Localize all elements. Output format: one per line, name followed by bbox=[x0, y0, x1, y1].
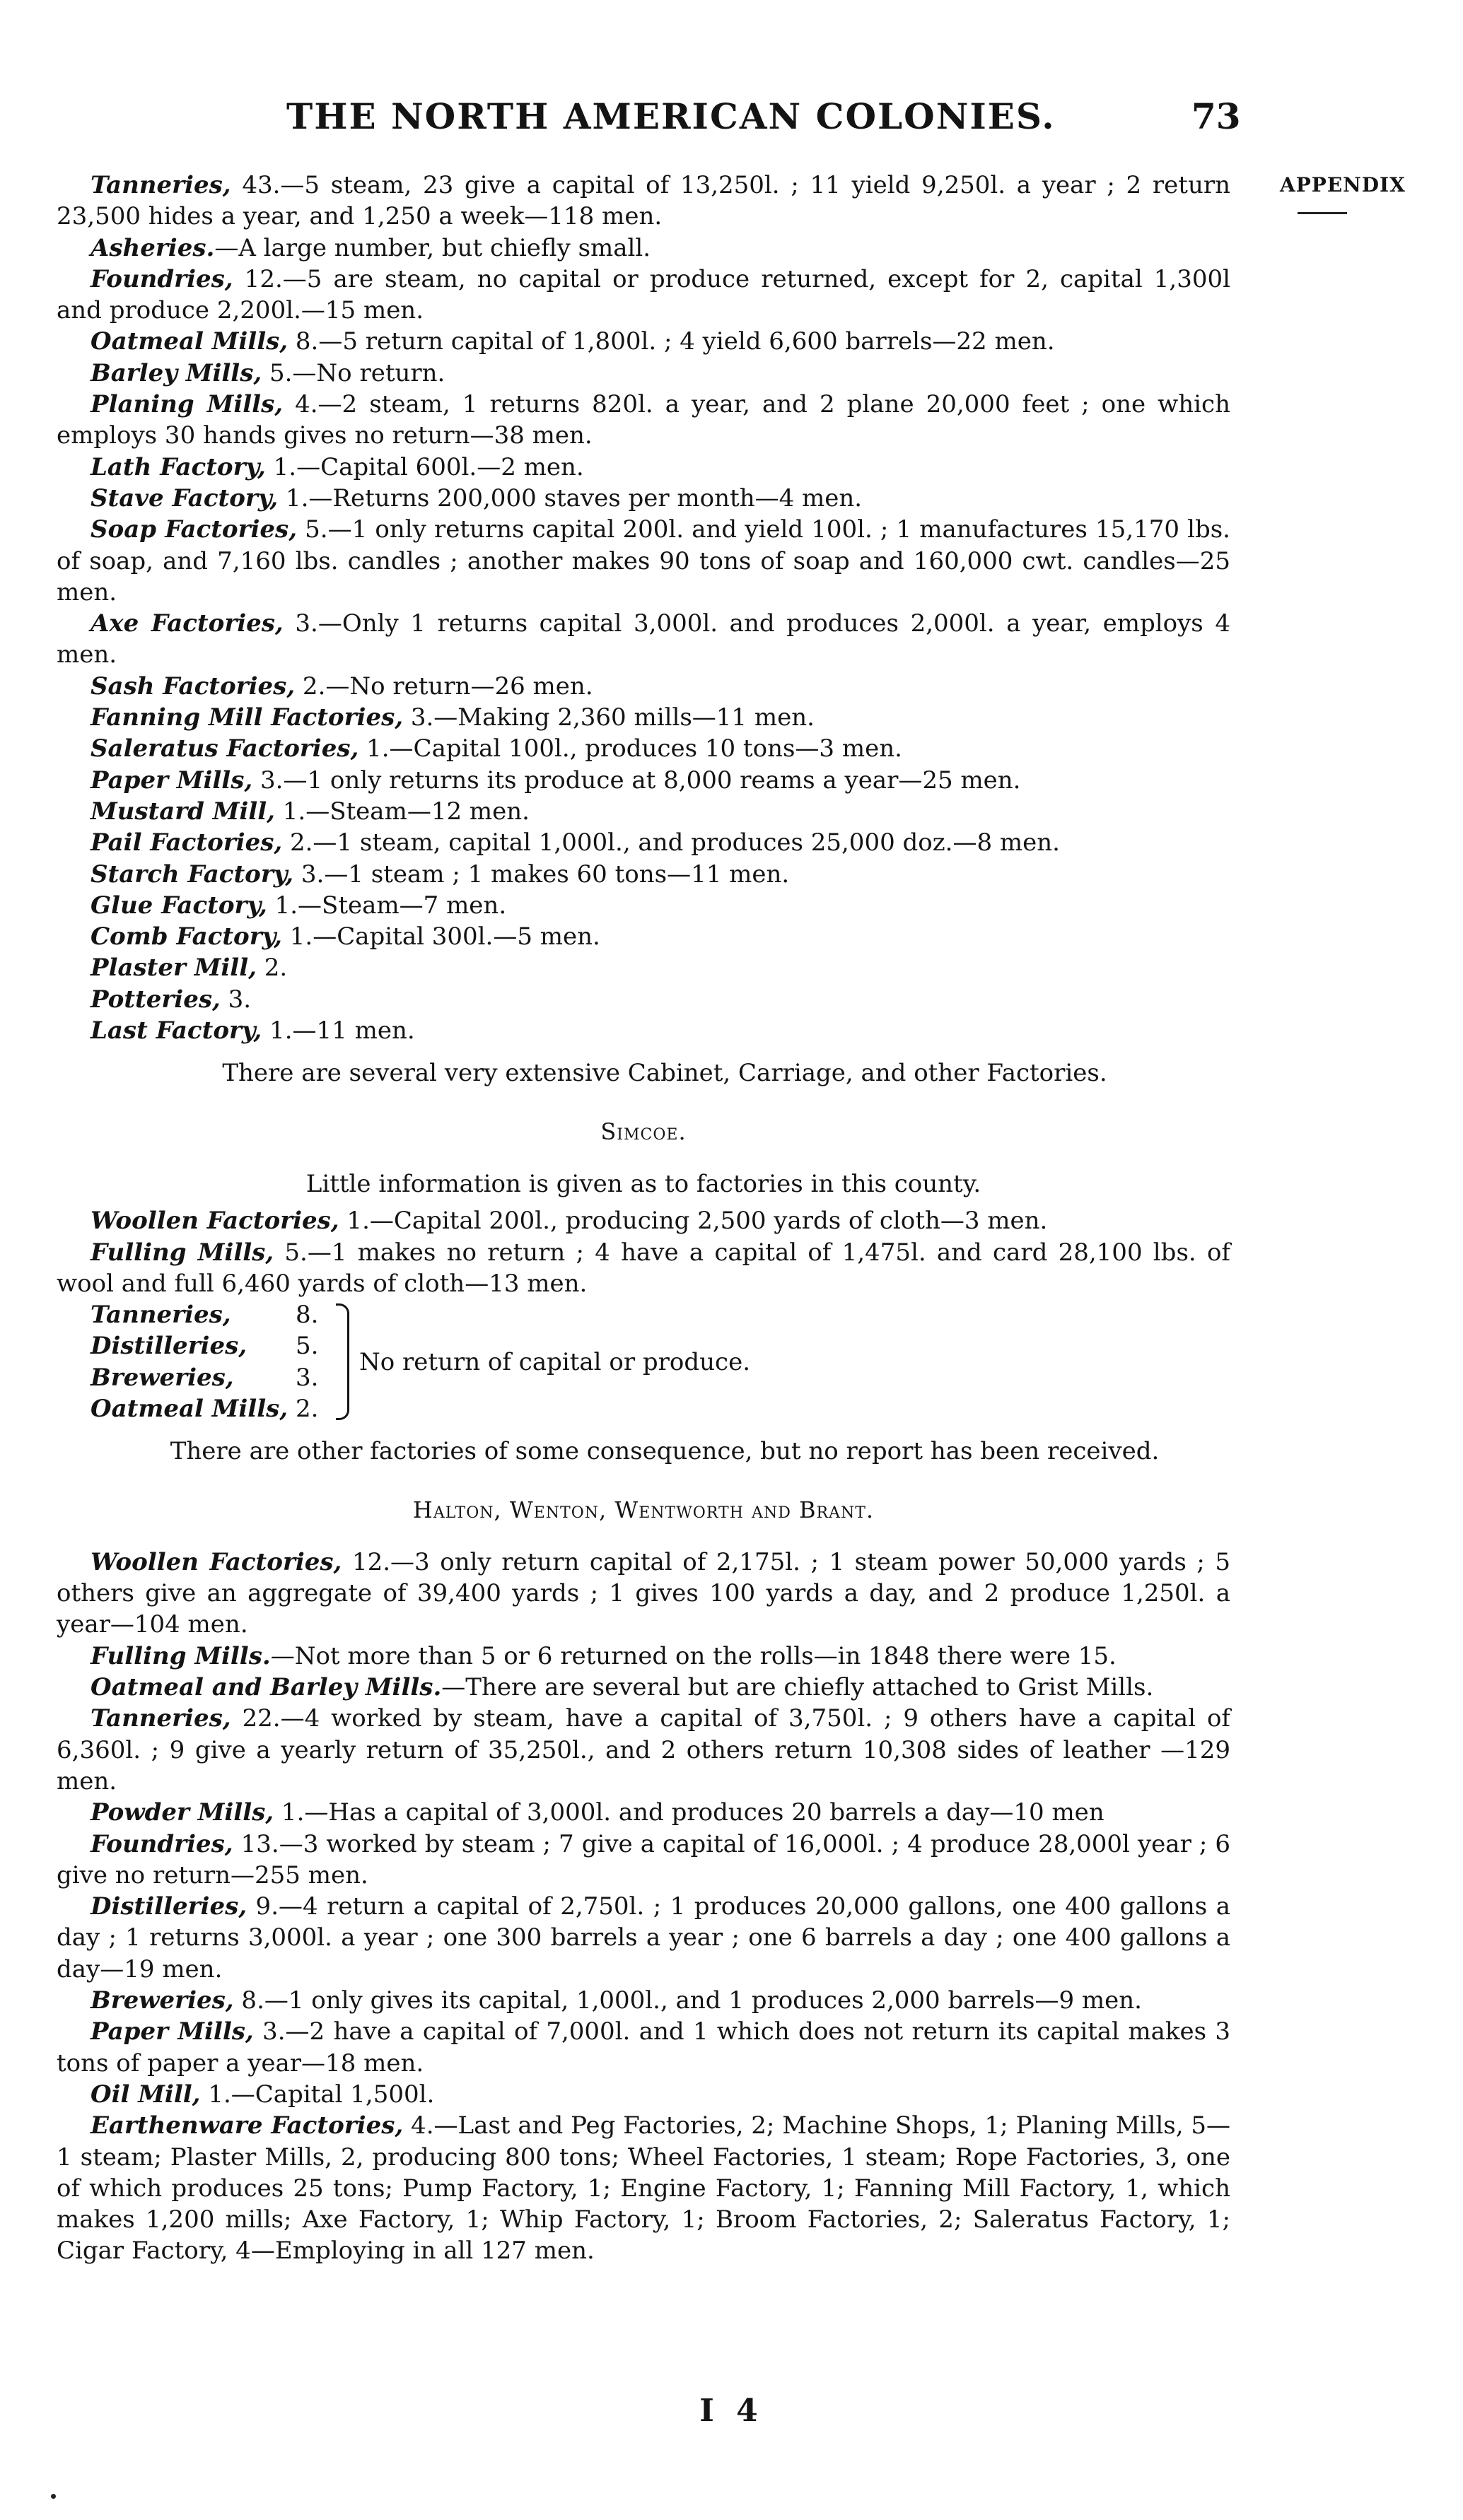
section-title: Simcoe. bbox=[600, 1118, 687, 1145]
entry-name: Distilleries, bbox=[91, 1892, 247, 1921]
entry-text: 12.—3 only return capital of 2,175l. ; 1 steam power 50,000 yards ; 5 others give an aggregate of 39,400 yards ; 1 gives 100 yards a day, and 2 produce 1,250l. a year—104 men. bbox=[57, 1547, 1230, 1639]
bracket-item-count: 2. bbox=[296, 1394, 319, 1423]
entry bbox=[57, 170, 1230, 233]
entry-name: Tanneries, bbox=[91, 1704, 231, 1733]
bracket-item bbox=[91, 1330, 334, 1361]
entry-name: Sash Factories, bbox=[91, 672, 296, 701]
entry-name: Foundries, bbox=[91, 1829, 233, 1858]
signature-mark: I 4 bbox=[699, 2393, 764, 2429]
entry-text: 8.—5 return capital of 1,800l. ; 4 yield 6,600 barrels—22 men. bbox=[288, 327, 1055, 356]
entry bbox=[57, 2016, 1230, 2079]
bracket-item-name: Distilleries, bbox=[91, 1332, 247, 1361]
entry-name: Starch Factory, bbox=[91, 860, 294, 889]
entry-text: 22.—4 worked by steam, have a capital of 3,750l. ; 9 others have a capital of 6,360l. ; 9 give a yearly return of 35,250l., and 2 others return 10,308 sides of leather —129 men. bbox=[57, 1704, 1230, 1795]
entry-name: Foundries, bbox=[91, 264, 233, 293]
entry-name: Saleratus Factories, bbox=[91, 734, 359, 763]
entry bbox=[57, 733, 1230, 764]
entry bbox=[57, 1015, 1230, 1046]
entry-text: 1.—Capital 200l., producing 2,500 yards of cloth—3 men. bbox=[339, 1207, 1048, 1236]
bracket-item bbox=[91, 1299, 334, 1330]
bracket-item-name: Breweries, bbox=[91, 1363, 234, 1392]
running-title: THE NORTH AMERICAN COLONIES. bbox=[286, 95, 1056, 137]
entry-name: Comb Factory, bbox=[91, 922, 282, 951]
entry-text: 1.—Steam—7 men. bbox=[267, 891, 507, 920]
entry-text: 12.—5 are steam, no capital or produce returned, except for 2, capital 1,300l and produce 2,200l.—15 men. bbox=[57, 264, 1230, 325]
entry bbox=[57, 921, 1230, 952]
entry-name: Pail Factories, bbox=[91, 828, 283, 857]
entry-name: Mustard Mill, bbox=[91, 797, 275, 826]
entry-name: Earthenware Factories, bbox=[91, 2111, 404, 2140]
section-simcoe bbox=[57, 1116, 1230, 1467]
section-title: Halton, Wenton, Wentworth and Brant. bbox=[412, 1496, 875, 1523]
entry bbox=[57, 1205, 1230, 1236]
bracket-item-count: 3. bbox=[296, 1363, 319, 1392]
entry-text: 3.—Only 1 returns capital 3,000l. and produces 2,000l. a year, employs 4 men. bbox=[57, 609, 1231, 669]
entry-name: Asheries. bbox=[91, 233, 215, 262]
entry bbox=[57, 952, 1230, 983]
entry-name: Plaster Mill, bbox=[91, 954, 257, 983]
section-intro: Little information is given as to factories in this county. bbox=[305, 1169, 981, 1198]
entry-name: Planing Mills, bbox=[91, 390, 284, 419]
entry-text: 2.—No return—26 men. bbox=[295, 672, 593, 701]
entry bbox=[57, 702, 1230, 733]
body-text bbox=[57, 170, 1230, 2267]
entry-text: 5.—1 only returns capital 200l. and yield 100l. ; 1 manufactures 15,170 lbs. of soap, and 7,160 lbs. candles ; another makes 90 tons of soap and 160,000 cwt. candles—25 men. bbox=[57, 515, 1230, 606]
curly-brace bbox=[336, 1303, 349, 1420]
entry bbox=[57, 2079, 1230, 2110]
entry-text: 2.—1 steam, capital 1,000l., and produces 25,000 doz.—8 men. bbox=[282, 828, 1060, 857]
entry bbox=[57, 2110, 1230, 2266]
entry-name: Breweries, bbox=[91, 1986, 234, 2015]
entry-name: Fulling Mills, bbox=[91, 1238, 274, 1267]
entry-text: 1.—Steam—12 men. bbox=[274, 797, 530, 826]
entry bbox=[57, 765, 1230, 796]
entry-text: 5.—1 makes no return ; 4 have a capital of 1,475l. and card 28,100 lbs. of wool and full 6,460 yards of cloth—13 men. bbox=[57, 1238, 1230, 1298]
entry-name: Woollen Factories, bbox=[91, 1547, 342, 1576]
bracket-group bbox=[91, 1299, 1230, 1424]
entry-text: 3. bbox=[220, 985, 252, 1014]
entry-name: Oil Mill, bbox=[91, 2080, 201, 2109]
entry bbox=[57, 859, 1230, 890]
entry-name: Potteries, bbox=[91, 985, 221, 1014]
entry-text: 13.—3 worked by steam ; 7 give a capital of 16,000l. ; 4 produce 28,000l year ; 6 give no return—255 men. bbox=[57, 1829, 1230, 1889]
bracket-item bbox=[91, 1362, 334, 1393]
entry bbox=[57, 1985, 1230, 2016]
entry-text: —There are several but are chiefly attached to Grist Mills. bbox=[441, 1673, 1154, 1702]
entry-name: Last Factory, bbox=[91, 1016, 262, 1045]
entry bbox=[57, 827, 1230, 858]
entry-name: Lath Factory, bbox=[91, 452, 266, 481]
closing-note: There are other factories of some consequence, but no report has been received. bbox=[170, 1437, 1160, 1466]
entry-text: 2. bbox=[256, 954, 288, 983]
entry bbox=[57, 1829, 1230, 1892]
entry-text: 3.—Making 2,360 mills—11 men. bbox=[403, 703, 815, 732]
bracket-list bbox=[91, 1299, 334, 1424]
entry bbox=[57, 326, 1230, 357]
entry bbox=[57, 233, 1230, 264]
bracket-label: No return of capital or produce. bbox=[359, 1347, 750, 1376]
entry-name: Woollen Factories, bbox=[91, 1207, 339, 1236]
entry bbox=[57, 264, 1230, 327]
entry-name: Fanning Mill Factories, bbox=[91, 703, 404, 732]
entry bbox=[57, 1891, 1230, 1985]
entry-text: 1.—Returns 200,000 staves per month—4 men. bbox=[278, 484, 863, 512]
entry bbox=[57, 358, 1230, 389]
entry-text: 1.—Capital 1,500l. bbox=[200, 2080, 435, 2109]
entry bbox=[57, 452, 1230, 483]
entry bbox=[57, 671, 1230, 702]
entry-name: Glue Factory, bbox=[91, 891, 267, 920]
entry-text: 1.—11 men. bbox=[262, 1016, 415, 1045]
entry-text: —A large number, but chiefly small. bbox=[214, 233, 651, 262]
entry-name: Tanneries, bbox=[91, 171, 231, 199]
entry-name: Axe Factories, bbox=[91, 609, 284, 638]
entry-text: 1.—Has a capital of 3,000l. and produces 20 barrels a day—10 men bbox=[274, 1798, 1104, 1827]
entry-text: —Not more than 5 or 6 returned on the rolls—in 1848 there were 15. bbox=[270, 1641, 1117, 1670]
margin-note: APPENDIX bbox=[1280, 173, 1406, 197]
entry bbox=[57, 984, 1230, 1015]
bracket-item bbox=[91, 1393, 334, 1424]
entry bbox=[57, 1641, 1230, 1672]
entry-text: 4.—Last and Peg Factories, 2; Machine Shops, 1; Planing Mills, 5—1 steam; Plaster Mills, 2, producing 800 tons; Wheel Factories, 1 steam; Rope Factories, 3, one of which produces 25 tons; Pump Factory, 1; Engine Factory, 1; Fanning Mill Factory, 1, which makes 1,200 mills; Axe Factory, 1; Whip Factory, 1; Broom Factories, 2; Saleratus Factory, 1; Cigar Factory, 4—Employing in all 127 men. bbox=[57, 2111, 1230, 2266]
margin-rule bbox=[1298, 212, 1347, 214]
entry-name: Paper Mills, bbox=[91, 766, 253, 795]
entry bbox=[57, 1703, 1230, 1797]
entry-name: Fulling Mills. bbox=[91, 1641, 271, 1670]
entry bbox=[57, 1672, 1230, 1703]
entry-name: Paper Mills, bbox=[91, 2017, 254, 2046]
entry-text: 5.—No return. bbox=[262, 358, 445, 387]
entry-text: 3.—2 have a capital of 7,000l. and 1 which does not return its capital makes 3 tons of paper a year—18 men. bbox=[57, 2017, 1231, 2077]
entry bbox=[57, 890, 1230, 921]
entry-text: 9.—4 return a capital of 2,750l. ; 1 produces 20,000 gallons, one 400 gallons a day ; 1 returns 3,000l. a year ; one 300 barrels a year ; one 6 barrels a day ; one 400 gallons a day—19 men. bbox=[57, 1892, 1230, 1983]
entry bbox=[57, 1547, 1230, 1641]
entry-name: Oatmeal Mills, bbox=[91, 327, 288, 356]
entry-text: 1.—Capital 100l., produces 10 tons—3 men. bbox=[359, 734, 902, 763]
entry bbox=[57, 389, 1230, 452]
page-header bbox=[0, 95, 1463, 145]
section-york-entries bbox=[57, 170, 1230, 1089]
closing-note: There are several very extensive Cabinet, Carriage, and other Factories. bbox=[222, 1059, 1107, 1088]
entry-text: 1.—Capital 300l.—5 men. bbox=[281, 922, 600, 951]
entry-text: 43.—5 steam, 23 give a capital of 13,250l. ; 11 yield 9,250l. a year ; 2 return 23,500 hides a year, and 1,250 a week—118 men. bbox=[57, 171, 1230, 231]
bracket-item-count: 5. bbox=[296, 1332, 319, 1361]
entry bbox=[57, 1237, 1230, 1300]
entry-name: Oatmeal and Barley Mills. bbox=[91, 1673, 442, 1702]
section-halton bbox=[57, 1494, 1230, 2267]
entry-name: Soap Factories, bbox=[91, 515, 298, 544]
entry bbox=[57, 608, 1230, 671]
entry bbox=[57, 1797, 1230, 1828]
bracket-item-count: 8. bbox=[296, 1301, 319, 1330]
entry-name: Barley Mills, bbox=[91, 358, 262, 387]
bracket-item-name: Oatmeal Mills, bbox=[91, 1394, 288, 1423]
ink-speck bbox=[51, 2494, 56, 2499]
entry-name: Powder Mills, bbox=[91, 1798, 274, 1827]
entry-text: 1.—Capital 600l.—2 men. bbox=[265, 452, 584, 481]
entry-text: 3.—1 only returns its produce at 8,000 reams a year—25 men. bbox=[252, 766, 1021, 795]
entry-text: 4.—2 steam, 1 returns 820l. a year, and 2 plane 20,000 feet ; one which employs 30 hands gives no return—38 men. bbox=[57, 390, 1230, 450]
entry bbox=[57, 514, 1230, 608]
entry-name: Stave Factory, bbox=[91, 484, 279, 512]
entry-text: 8.—1 only gives its capital, 1,000l., and 1 produces 2,000 barrels—9 men. bbox=[233, 1986, 1142, 2015]
entry bbox=[57, 483, 1230, 514]
entry bbox=[57, 796, 1230, 827]
bracket-item-name: Tanneries, bbox=[91, 1301, 231, 1330]
page-number: 73 bbox=[1191, 95, 1241, 137]
entry-text: 3.—1 steam ; 1 makes 60 tons—11 men. bbox=[293, 860, 790, 889]
